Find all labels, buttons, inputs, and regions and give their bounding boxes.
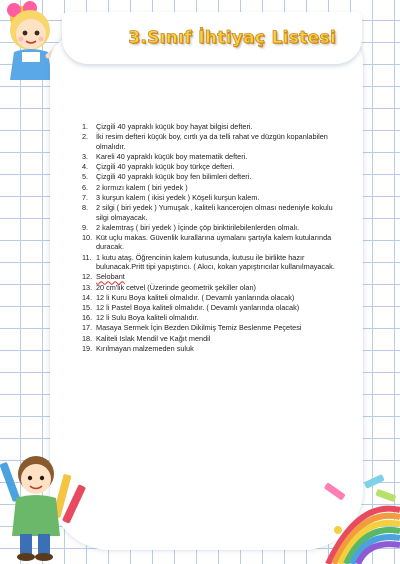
item-number: 7. [82, 192, 89, 202]
list-item [82, 183, 336, 193]
item-text: 12 li Kuru Boya kaliteli olmalıdır. ( Devamlı yanlarında olacak) [96, 292, 295, 302]
item-text: Çizgili 40 yapraklı küçük boy türkçe defteri. [96, 162, 235, 172]
item-number: 3. [82, 151, 89, 161]
item-number: 18. [82, 333, 93, 343]
item-text: 20 cm'lik cetvel (Üzerinde geometrik şekiller olan) [96, 282, 256, 292]
item-text: 3 kurşun kalem ( ikisi yedek ) Köşeli kurşun kalem. [96, 192, 260, 202]
list-item [82, 132, 336, 151]
item-number: 5. [82, 172, 89, 182]
list-item [82, 172, 336, 182]
item-number: 14. [82, 292, 93, 302]
list-item [82, 334, 336, 344]
item-text: İki resim defteri küçük boy, cırtlı ya da telli rahat ve düzgün kopanlabilen olmalıdır. [96, 132, 328, 151]
item-number: 10. [82, 232, 93, 242]
item-number: 11. [82, 252, 92, 262]
list-item [82, 303, 336, 313]
list-item [82, 233, 336, 252]
item-text: 1 kutu ataş. Öğrencinin kalem kutusunda, kutusu ile birlikte hazır bulunacak.Pritt tipi yapıştırıcı. ( Akıcı, kokan yapıştırıcılar kullanılmayacak. [96, 252, 335, 272]
boy-illustration [0, 444, 96, 564]
list-item [82, 223, 336, 233]
list-item [82, 122, 336, 132]
item-number: 15. [82, 303, 93, 312]
rainbow-illustration [318, 470, 400, 564]
item-number: 2. [82, 132, 89, 142]
title-banner [62, 12, 362, 64]
list-item [82, 293, 336, 303]
list-item [82, 344, 336, 354]
item-text: Çizgili 40 yapraklı küçük boy hayat bilgisi defteri. [96, 122, 253, 131]
list-item [82, 193, 336, 203]
list-item [82, 253, 336, 272]
list-item [82, 283, 336, 293]
item-text: Kaliteli Islak Mendil ve Kağıt mendil [96, 333, 211, 343]
item-text: 2 kırmızı kalem ( biri yedek ) [96, 182, 188, 192]
item-number: 19. [82, 343, 93, 353]
list-item [82, 152, 336, 162]
item-number: 13. [82, 282, 93, 292]
item-text: 12 li Sulu Boya kaliteli olmalıdır. [96, 313, 199, 323]
list-item [82, 323, 336, 333]
list-item [82, 203, 336, 222]
page-title: 3.Sınıf İhtiyaç Listesi [128, 28, 336, 48]
item-text: Kırılmayan malzemeden suluk [96, 343, 194, 353]
item-number: 9. [82, 222, 89, 232]
item-text: 2 silgi ( biri yedek ) Yumuşak , kaliteli kancerojen olması nedeniyle kokulu silgi olmayacak. [96, 202, 333, 222]
item-text: 12 li Pastel Boya kaliteli olmalıdır. ( Devamlı yanlarında olacak) [96, 303, 300, 312]
item-text: Masaya Sermek İçin Bezden Dikilmiş Temiz Beslenme Peçetesi [96, 323, 302, 333]
item-number: 6. [82, 182, 89, 192]
item-text: Çizgili 40 yapraklı küçük boy fen bilimleri defteri. [96, 172, 252, 182]
item-text: Küt uçlu makas. Güvenlik kurallarına uymalanı şartıyla kalem kutularında duracak. [96, 232, 332, 252]
list-item [82, 162, 336, 172]
list-item [82, 272, 336, 282]
item-number: 1. [82, 122, 89, 131]
list-item [82, 313, 336, 323]
item-text: Selobant [96, 272, 125, 282]
item-number: 8. [82, 202, 89, 212]
item-number: 4. [82, 162, 89, 172]
item-number: 16. [82, 313, 93, 323]
item-number: 17. [82, 323, 93, 333]
supply-list [82, 122, 336, 354]
item-number: 12. [82, 272, 93, 282]
item-text: Kareli 40 yapraklı küçük boy matematik defteri. [96, 151, 248, 161]
item-text: 2 kalemtraş ( biri yedek ) İçinde çöp biriktirilebilenlerden olmalı. [96, 222, 300, 232]
